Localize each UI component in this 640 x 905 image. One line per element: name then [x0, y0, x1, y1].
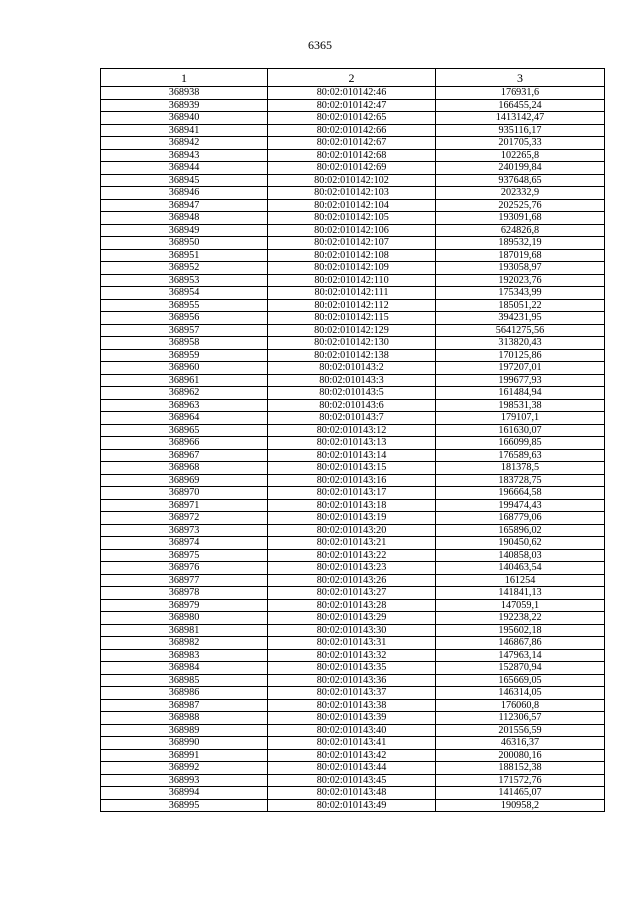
value-cell: 161484,94 — [436, 387, 605, 400]
value-cell: 185051,22 — [436, 299, 605, 312]
value-cell: 168779,06 — [436, 512, 605, 525]
row-number-cell: 368988 — [101, 712, 268, 725]
cadastral-number-cell: 80:02:010142:46 — [268, 87, 436, 100]
cadastral-number-cell: 80:02:010143:42 — [268, 749, 436, 762]
table-row — [101, 324, 605, 337]
cadastral-number-cell: 80:02:010143:23 — [268, 562, 436, 575]
table-row — [101, 549, 605, 562]
value-cell: 193058,97 — [436, 262, 605, 275]
row-number-cell: 368940 — [101, 112, 268, 125]
row-number-cell: 368948 — [101, 212, 268, 225]
cadastral-number-cell: 80:02:010143:41 — [268, 737, 436, 750]
value-cell: 201556,59 — [436, 724, 605, 737]
row-number-cell: 368954 — [101, 287, 268, 300]
row-number-cell: 368978 — [101, 587, 268, 600]
table-row — [101, 462, 605, 475]
row-number-cell: 368979 — [101, 599, 268, 612]
value-cell: 394231,95 — [436, 312, 605, 325]
cadastral-number-cell: 80:02:010143:48 — [268, 787, 436, 800]
cadastral-number-cell: 80:02:010142:102 — [268, 174, 436, 187]
row-number-cell: 368982 — [101, 637, 268, 650]
cadastral-number-cell: 80:02:010143:14 — [268, 449, 436, 462]
value-cell: 192238,22 — [436, 612, 605, 625]
cadastral-number-cell: 80:02:010142:109 — [268, 262, 436, 275]
cadastral-number-cell: 80:02:010143:30 — [268, 624, 436, 637]
table-row — [101, 524, 605, 537]
row-number-cell: 368944 — [101, 162, 268, 175]
cadastral-number-cell: 80:02:010142:106 — [268, 224, 436, 237]
table-row — [101, 474, 605, 487]
value-cell: 1413142,47 — [436, 112, 605, 125]
table-row — [101, 312, 605, 325]
row-number-cell: 368994 — [101, 787, 268, 800]
table-row — [101, 399, 605, 412]
row-number-cell: 368959 — [101, 349, 268, 362]
table-row — [101, 174, 605, 187]
cadastral-number-cell: 80:02:010143:35 — [268, 662, 436, 675]
value-cell: 179107,1 — [436, 412, 605, 425]
value-cell: 200080,16 — [436, 749, 605, 762]
table-row — [101, 249, 605, 262]
cadastral-number-cell: 80:02:010143:20 — [268, 524, 436, 537]
cadastral-number-cell: 80:02:010143:36 — [268, 674, 436, 687]
row-number-cell: 368941 — [101, 124, 268, 137]
row-number-cell: 368980 — [101, 612, 268, 625]
cadastral-number-cell: 80:02:010143:21 — [268, 537, 436, 550]
row-number-cell: 368949 — [101, 224, 268, 237]
value-cell: 196664,58 — [436, 487, 605, 500]
cadastral-number-cell: 80:02:010142:68 — [268, 149, 436, 162]
cadastral-number-cell: 80:02:010142:130 — [268, 337, 436, 350]
cadastral-number-cell: 80:02:010143:13 — [268, 437, 436, 450]
table-row — [101, 112, 605, 125]
value-cell: 166455,24 — [436, 99, 605, 112]
row-number-cell: 368953 — [101, 274, 268, 287]
cadastral-number-cell: 80:02:010142:129 — [268, 324, 436, 337]
row-number-cell: 368963 — [101, 399, 268, 412]
table-row — [101, 612, 605, 625]
table-row — [101, 662, 605, 675]
row-number-cell: 368939 — [101, 99, 268, 112]
row-number-cell: 368942 — [101, 137, 268, 150]
column-header-2: 2 — [268, 69, 436, 87]
cadastral-number-cell: 80:02:010143:31 — [268, 637, 436, 650]
value-cell: 176931,6 — [436, 87, 605, 100]
table-row — [101, 787, 605, 800]
table-body — [101, 87, 605, 812]
cadastral-number-cell: 80:02:010143:7 — [268, 412, 436, 425]
cadastral-number-cell: 80:02:010143:32 — [268, 649, 436, 662]
value-cell: 189532,19 — [436, 237, 605, 250]
column-header-1: 1 — [101, 69, 268, 87]
value-cell: 624826,8 — [436, 224, 605, 237]
table-row — [101, 487, 605, 500]
table-row — [101, 512, 605, 525]
cadastral-number-cell: 80:02:010143:28 — [268, 599, 436, 612]
table-row — [101, 162, 605, 175]
row-number-cell: 368956 — [101, 312, 268, 325]
table-row — [101, 124, 605, 137]
cadastral-number-cell: 80:02:010143:16 — [268, 474, 436, 487]
table-row — [101, 349, 605, 362]
table-row — [101, 712, 605, 725]
value-cell: 190958,2 — [436, 799, 605, 812]
table-row — [101, 149, 605, 162]
cadastral-number-cell: 80:02:010142:104 — [268, 199, 436, 212]
row-number-cell: 368981 — [101, 624, 268, 637]
row-number-cell: 368989 — [101, 724, 268, 737]
table-row — [101, 449, 605, 462]
table-row — [101, 799, 605, 812]
cadastral-number-cell: 80:02:010142:66 — [268, 124, 436, 137]
value-cell: 176589,63 — [436, 449, 605, 462]
row-number-cell: 368976 — [101, 562, 268, 575]
value-cell: 141841,13 — [436, 587, 605, 600]
row-number-cell: 368961 — [101, 374, 268, 387]
value-cell: 176060,8 — [436, 699, 605, 712]
value-cell: 170125,86 — [436, 349, 605, 362]
table-row — [101, 412, 605, 425]
cadastral-number-cell: 80:02:010142:107 — [268, 237, 436, 250]
table-row — [101, 299, 605, 312]
page-number: 6365 — [308, 38, 332, 52]
value-cell: 313820,43 — [436, 337, 605, 350]
table-row — [101, 212, 605, 225]
table-row — [101, 387, 605, 400]
cadastral-number-cell: 80:02:010143:39 — [268, 712, 436, 725]
table-row — [101, 687, 605, 700]
row-number-cell: 368967 — [101, 449, 268, 462]
row-number-cell: 368947 — [101, 199, 268, 212]
row-number-cell: 368975 — [101, 549, 268, 562]
value-cell: 140463,54 — [436, 562, 605, 575]
value-cell: 181378,5 — [436, 462, 605, 475]
row-number-cell: 368964 — [101, 412, 268, 425]
cadastral-number-cell: 80:02:010143:18 — [268, 499, 436, 512]
row-number-cell: 368973 — [101, 524, 268, 537]
cadastral-number-cell: 80:02:010143:5 — [268, 387, 436, 400]
value-cell: 187019,68 — [436, 249, 605, 262]
row-number-cell: 368951 — [101, 249, 268, 262]
value-cell: 141465,07 — [436, 787, 605, 800]
table-row — [101, 99, 605, 112]
cadastral-number-cell: 80:02:010142:69 — [268, 162, 436, 175]
cadastral-number-cell: 80:02:010142:112 — [268, 299, 436, 312]
table-row — [101, 337, 605, 350]
table-row — [101, 562, 605, 575]
table-row — [101, 699, 605, 712]
value-cell: 193091,68 — [436, 212, 605, 225]
value-cell: 190450,62 — [436, 537, 605, 550]
table-row — [101, 749, 605, 762]
value-cell: 937648,65 — [436, 174, 605, 187]
cadastral-number-cell: 80:02:010143:44 — [268, 762, 436, 775]
cadastral-number-cell: 80:02:010143:26 — [268, 574, 436, 587]
row-number-cell: 368970 — [101, 487, 268, 500]
value-cell: 112306,57 — [436, 712, 605, 725]
table-row — [101, 87, 605, 100]
cadastral-number-cell: 80:02:010143:19 — [268, 512, 436, 525]
row-number-cell: 368957 — [101, 324, 268, 337]
value-cell: 171572,76 — [436, 774, 605, 787]
row-number-cell: 368945 — [101, 174, 268, 187]
cadastral-number-cell: 80:02:010142:138 — [268, 349, 436, 362]
cadastral-number-cell: 80:02:010143:12 — [268, 424, 436, 437]
cadastral-number-cell: 80:02:010143:40 — [268, 724, 436, 737]
table-row — [101, 599, 605, 612]
row-number-cell: 368990 — [101, 737, 268, 750]
table-row — [101, 637, 605, 650]
table-row — [101, 587, 605, 600]
row-number-cell: 368965 — [101, 424, 268, 437]
row-number-cell: 368966 — [101, 437, 268, 450]
table-row — [101, 137, 605, 150]
row-number-cell: 368983 — [101, 649, 268, 662]
cadastral-number-cell: 80:02:010143:15 — [268, 462, 436, 475]
row-number-cell: 368986 — [101, 687, 268, 700]
row-number-cell: 368960 — [101, 362, 268, 375]
value-cell: 140858,03 — [436, 549, 605, 562]
cadastral-number-cell: 80:02:010143:27 — [268, 587, 436, 600]
value-cell: 146314,05 — [436, 687, 605, 700]
cadastral-number-cell: 80:02:010142:67 — [268, 137, 436, 150]
table-row — [101, 674, 605, 687]
cadastral-number-cell: 80:02:010142:65 — [268, 112, 436, 125]
table-row — [101, 237, 605, 250]
cadastral-number-cell: 80:02:010143:45 — [268, 774, 436, 787]
cadastral-number-cell: 80:02:010143:29 — [268, 612, 436, 625]
row-number-cell: 368971 — [101, 499, 268, 512]
value-cell: 188152,38 — [436, 762, 605, 775]
cadastral-number-cell: 80:02:010143:17 — [268, 487, 436, 500]
table-row — [101, 537, 605, 550]
row-number-cell: 368938 — [101, 87, 268, 100]
cadastral-number-cell: 80:02:010143:49 — [268, 799, 436, 812]
data-table — [100, 68, 605, 812]
row-number-cell: 368968 — [101, 462, 268, 475]
cadastral-number-cell: 80:02:010142:115 — [268, 312, 436, 325]
value-cell: 201705,33 — [436, 137, 605, 150]
cadastral-number-cell: 80:02:010142:103 — [268, 187, 436, 200]
row-number-cell: 368992 — [101, 762, 268, 775]
row-number-cell: 368987 — [101, 699, 268, 712]
row-number-cell: 368977 — [101, 574, 268, 587]
row-number-cell: 368985 — [101, 674, 268, 687]
value-cell: 240199,84 — [436, 162, 605, 175]
row-number-cell: 368984 — [101, 662, 268, 675]
cadastral-number-cell: 80:02:010143:3 — [268, 374, 436, 387]
value-cell: 198531,38 — [436, 399, 605, 412]
value-cell: 197207,01 — [436, 362, 605, 375]
table-row — [101, 774, 605, 787]
value-cell: 5641275,56 — [436, 324, 605, 337]
row-number-cell: 368969 — [101, 474, 268, 487]
table-row — [101, 199, 605, 212]
row-number-cell: 368974 — [101, 537, 268, 550]
value-cell: 147059,1 — [436, 599, 605, 612]
cadastral-number-cell: 80:02:010143:37 — [268, 687, 436, 700]
table-row — [101, 287, 605, 300]
cadastral-number-cell: 80:02:010143:6 — [268, 399, 436, 412]
table-row — [101, 224, 605, 237]
value-cell: 146867,86 — [436, 637, 605, 650]
table-row — [101, 374, 605, 387]
row-number-cell: 368943 — [101, 149, 268, 162]
row-number-cell: 368991 — [101, 749, 268, 762]
row-number-cell: 368962 — [101, 387, 268, 400]
value-cell: 165896,02 — [436, 524, 605, 537]
value-cell: 152870,94 — [436, 662, 605, 675]
value-cell: 199474,43 — [436, 499, 605, 512]
cadastral-number-cell: 80:02:010143:22 — [268, 549, 436, 562]
table-row — [101, 274, 605, 287]
cadastral-number-cell: 80:02:010142:111 — [268, 287, 436, 300]
header-row — [101, 69, 605, 87]
cadastral-number-cell: 80:02:010143:38 — [268, 699, 436, 712]
cadastral-number-cell: 80:02:010142:47 — [268, 99, 436, 112]
table-row — [101, 724, 605, 737]
table-row — [101, 187, 605, 200]
value-cell: 202525,76 — [436, 199, 605, 212]
value-cell: 166099,85 — [436, 437, 605, 450]
row-number-cell: 368995 — [101, 799, 268, 812]
row-number-cell: 368952 — [101, 262, 268, 275]
value-cell: 102265,8 — [436, 149, 605, 162]
table-row — [101, 424, 605, 437]
row-number-cell: 368993 — [101, 774, 268, 787]
column-header-3: 3 — [436, 69, 605, 87]
value-cell: 192023,76 — [436, 274, 605, 287]
cadastral-number-cell: 80:02:010143:2 — [268, 362, 436, 375]
table-row — [101, 737, 605, 750]
value-cell: 165669,05 — [436, 674, 605, 687]
value-cell: 195602,18 — [436, 624, 605, 637]
value-cell: 202332,9 — [436, 187, 605, 200]
row-number-cell: 368950 — [101, 237, 268, 250]
table-row — [101, 762, 605, 775]
table-row — [101, 649, 605, 662]
row-number-cell: 368972 — [101, 512, 268, 525]
value-cell: 175343,99 — [436, 287, 605, 300]
value-cell: 147963,14 — [436, 649, 605, 662]
table-row — [101, 624, 605, 637]
row-number-cell: 368955 — [101, 299, 268, 312]
cadastral-number-cell: 80:02:010142:108 — [268, 249, 436, 262]
table-row — [101, 437, 605, 450]
table-row — [101, 499, 605, 512]
cadastral-number-cell: 80:02:010142:110 — [268, 274, 436, 287]
table-row — [101, 574, 605, 587]
row-number-cell: 368946 — [101, 187, 268, 200]
value-cell: 183728,75 — [436, 474, 605, 487]
value-cell: 935116,17 — [436, 124, 605, 137]
table-row — [101, 262, 605, 275]
value-cell: 161254 — [436, 574, 605, 587]
value-cell: 161630,07 — [436, 424, 605, 437]
row-number-cell: 368958 — [101, 337, 268, 350]
table-row — [101, 362, 605, 375]
value-cell: 199677,93 — [436, 374, 605, 387]
value-cell: 46316,37 — [436, 737, 605, 750]
cadastral-number-cell: 80:02:010142:105 — [268, 212, 436, 225]
